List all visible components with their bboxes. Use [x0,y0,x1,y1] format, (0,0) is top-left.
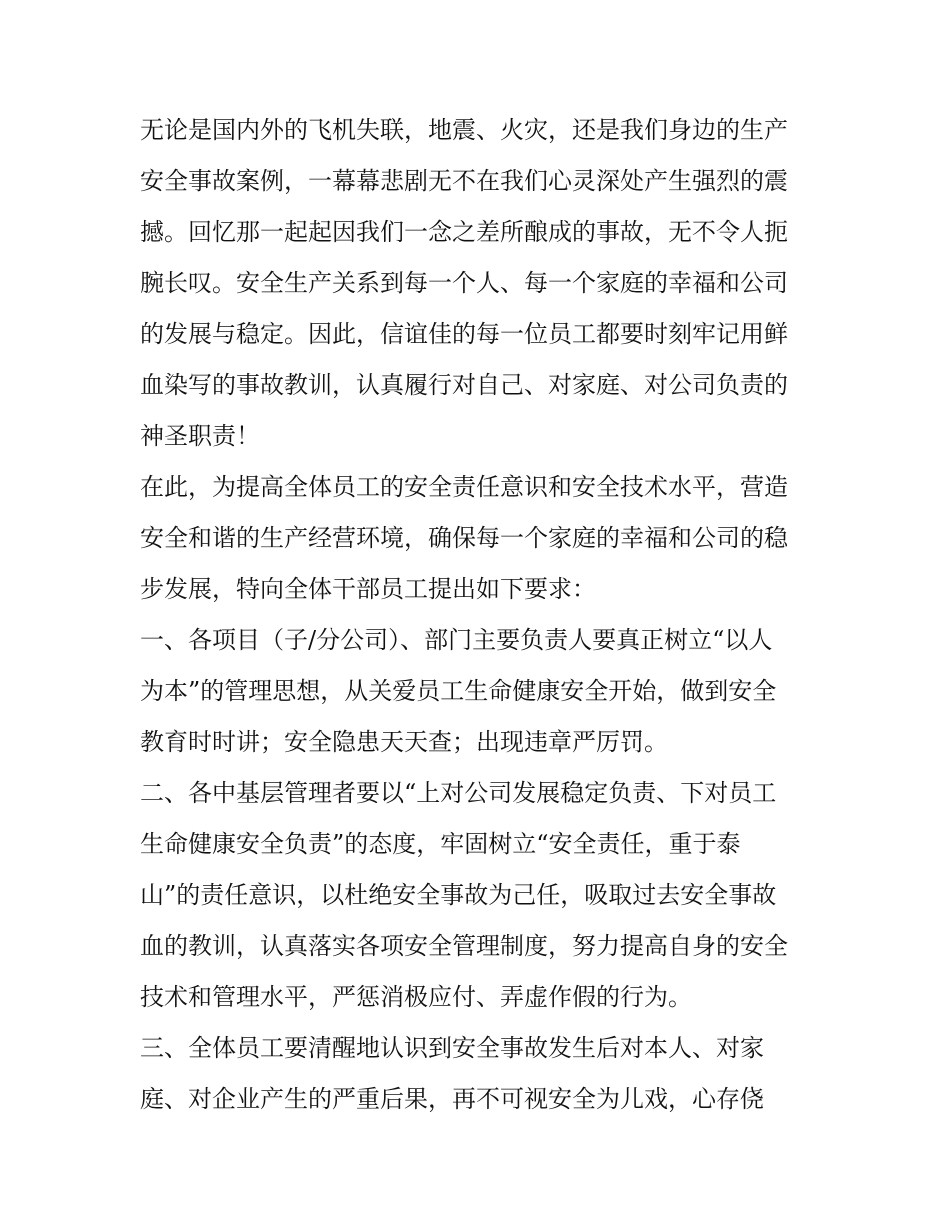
text-line: 血染写的事故教训，认真履行对自己、对家庭、对公司负责的 [140,371,788,399]
text-line: 无论是国内外的飞机失联，地震、火灾，还是我们身边的生产 [140,116,788,144]
document-body [140,105,820,1125]
text-line: 庭、对企业产生的严重后果，再不可视安全为儿戏，心存侥 [140,1085,764,1113]
text-line: 教育时时讲；安全隐患天天查；出现违章严厉罚。 [140,728,668,756]
text-line: 为本”的管理思想，从关爱员工生命健康安全开始，做到安全 [140,677,777,705]
text-line: 二、各中基层管理者要以“上对公司发展稳定负责、下对员工 [140,779,777,807]
text-line: 一、各项目（子/分公司）、部门主要负责人要真正树立“以人 [140,626,773,654]
text-line: 神圣职责！ [140,422,260,450]
text-line: 在此，为提高全体员工的安全责任意识和安全技术水平，营造 [140,473,788,501]
text-line: 血的教训，认真落实各项安全管理制度，努力提高自身的安全 [140,932,788,960]
text-line: 生命健康安全负责”的态度，牢固树立“安全责任，重于泰 [140,830,741,858]
text-line: 技术和管理水平，严惩消极应付、弄虚作假的行为。 [140,983,692,1011]
text-line: 腕长叹。安全生产关系到每一个人、每一个家庭的幸福和公司 [140,269,788,297]
text-line: 撼。回忆那一起起因我们一念之差所酿成的事故，无不令人扼 [140,218,788,246]
text-line: 步发展，特向全体干部员工提出如下要求： [140,575,596,603]
text-line: 安全事故案例，一幕幕悲剧无不在我们心灵深处产生强烈的震 [140,167,788,195]
text-line: 的发展与稳定。因此，信谊佳的每一位员工都要时刻牢记用鲜 [140,320,788,348]
text-line: 三、全体员工要清醒地认识到安全事故发生后对本人、对家 [140,1034,764,1062]
text-line: 山”的责任意识，以杜绝安全事故为己任，吸取过去安全事故 [140,881,777,909]
text-line: 安全和谐的生产经营环境，确保每一个家庭的幸福和公司的稳 [140,524,788,552]
